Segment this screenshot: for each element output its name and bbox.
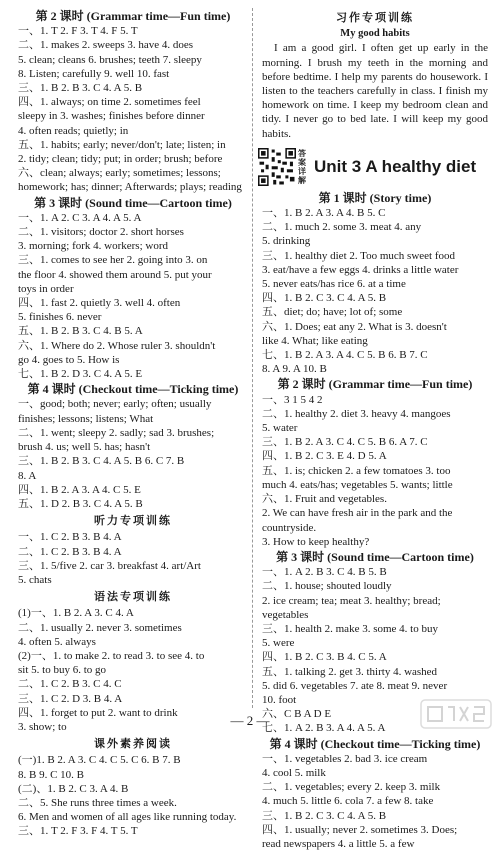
answer-line: 8. A	[18, 469, 37, 482]
answer-line: (二)、1. B 2. C 3. A 4. B	[18, 782, 129, 795]
answer-line: 二、1. usually 2. never 3. sometimes	[18, 621, 182, 634]
answer-line: like 4. What; like eating	[262, 334, 368, 347]
answer-line: 3. morning; fork 4. workers; word	[18, 240, 169, 253]
answer-line: 五、1. B 2. B 3. C 4. B 5. A	[18, 325, 143, 338]
answer-line: 六、1. Does; eat any 2. What is 3. doesn't	[262, 320, 447, 333]
answer-line: vegetables	[262, 608, 309, 621]
answer-line: 8. A 9. A 10. B	[262, 363, 327, 376]
answer-line: 三、1. B 2. B 3. C 4. A 5. B 6. C 7. B	[18, 455, 185, 468]
essay-title: My good habits	[340, 28, 410, 40]
answer-line: 5. never eats/has rice 6. at a time	[262, 278, 406, 291]
answer-line: 四、1. forget to put 2. want to drink	[18, 706, 178, 719]
answer-line: 三、1. B 2. A 3. C 4. C 5. B 6. A 7. C	[262, 436, 428, 449]
column-divider	[252, 8, 253, 708]
answer-line: 二、1. C 2. B 3. B 4. A	[18, 545, 122, 558]
answer-line: 五、1. D 2. B 3. C 4. A 5. B	[18, 497, 143, 510]
answer-line: 5. were	[262, 637, 295, 650]
page-number: — 2 —	[230, 713, 270, 728]
answer-line: much 4. eats/has; vegetables 5. wants; little	[262, 478, 453, 491]
answer-line: go 4. goes to 5. How is	[18, 353, 120, 366]
answer-line: 二、1. house; shouted loudly	[262, 580, 392, 593]
answer-line: 三、1. B 2. B 3. C 4. A 5. B	[18, 82, 143, 95]
lesson-heading: 第 4 课时 (Checkout time—Ticking time)	[269, 736, 481, 751]
answer-line: 六、clean; always; early; sometimes; lessons;	[18, 167, 221, 180]
section-title: 习作专项训练	[336, 12, 414, 24]
answer-line: sit 5. to buy 6. to go	[18, 664, 107, 677]
answer-line: 4. much 5. little 6. cola 7. a few 8. take	[262, 795, 434, 808]
answer-line: 3. How to keep healthy?	[262, 535, 370, 548]
answer-line: 4. often reads; quietly; in	[18, 124, 129, 137]
answer-line: 六、1. Where do 2. Whose ruler 3. shouldn't	[18, 339, 216, 352]
answer-line: 二、1. makes 2. sweeps 3. have 4. does	[18, 39, 194, 52]
answer-line: 四、1. B 2. A 3. A 4. C 5. E	[18, 483, 141, 496]
answer-line: 4. cool 5. milk	[262, 766, 326, 779]
answer-line: 一、3 1 5 4 2	[262, 393, 323, 406]
answer-line: 8. B 9. C 10. B	[18, 768, 85, 781]
lesson-heading: 第 2 课时 (Grammar time—Fun time)	[277, 377, 473, 392]
answer-line: 6. Men and women of all ages like running today.	[18, 811, 237, 824]
answer-line: 四、1. fast 2. quietly 3. well 4. often	[18, 297, 181, 310]
answer-line: 一、good; both; never; early; often; usually	[18, 398, 212, 411]
answer-line: (2)一、1. to make 2. to read 3. to see 4. to	[18, 649, 205, 662]
qr-caption: 答案详解	[298, 148, 306, 185]
answer-line: (1)一、1. B 2. A 3. C 4. A	[18, 607, 134, 620]
answer-line: 5. water	[262, 422, 298, 435]
answer-line: 3. show; to	[18, 720, 67, 733]
answer-line: 五、1. habits; early; never/don't; late; listen; in	[18, 138, 226, 151]
answer-line: 2. ice cream; tea; meat 3. healthy; bread;	[262, 594, 441, 607]
lesson-heading: 第 2 课时 (Grammar time—Fun time)	[35, 9, 231, 23]
answer-line: 三、1. 5/five 2. car 3. breakfast 4. art/Art	[18, 559, 201, 572]
answer-line: (一)1. B 2. A 3. C 4. C 5. C 6. B 7. B	[18, 754, 181, 767]
answer-line: 5. did 6. vegetables 7. ate 8. meat 9. never	[262, 679, 448, 692]
answer-line: 二、5. She runs three times a week.	[18, 796, 177, 809]
answer-line: 三、1. comes to see her 2. going into 3. on	[18, 254, 208, 267]
answer-line: 二、1. healthy 2. diet 3. heavy 4. mangoes	[262, 407, 451, 420]
answer-line: 一、1. B 2. A 3. A 4. B 5. C	[262, 207, 386, 220]
lesson-heading: 第 3 课时 (Sound time—Cartoon time)	[34, 195, 232, 210]
answer-line: 四、1. usually; never 2. sometimes 3. Does;	[262, 823, 458, 836]
answer-line: 一、1. A 2. C 3. A 4. A 5. A	[18, 211, 142, 224]
answer-line: 一、1. A 2. B 3. C 4. B 5. B	[262, 566, 387, 579]
answer-line: 四、1. B 2. C 3. E 4. D 5. A	[262, 450, 387, 463]
answer-line: 五、1. talking 2. get 3. thirty 4. washed	[262, 665, 438, 678]
answer-line: homework; has; dinner; Afterwards; plays; reading	[18, 181, 242, 194]
answer-line: 四、1. B 2. C 3. C 4. A 5. B	[262, 292, 387, 305]
lesson-heading: 第 4 课时 (Checkout time—Ticking time)	[27, 382, 239, 397]
essay-paragraph: I am a good girl. I often get up early in the morning. I brush my teeth in the morning and before bedtime. I help my parents do housework. I listen to the teachers carefully in class. I finish my homework on time. I keep my bedroom clean and tidy. I never go to bed late. I will keep my good habits.	[262, 42, 488, 140]
answer-line: 五、1. is; chicken 2. a few tomatoes 3. too	[262, 464, 451, 477]
answer-line: 四、1. B 2. C 3. B 4. C 5. A	[262, 651, 387, 664]
answer-line: 二、1. visitors; doctor 2. short horses	[18, 226, 184, 239]
unit3-answers-section	[262, 191, 488, 851]
writing-practice-section	[262, 11, 488, 141]
answer-line: brush 4. us; well 5. has; hasn't	[18, 441, 151, 454]
answer-line: finishes; lessons; listens; What	[18, 412, 154, 425]
answer-line: 3. eat/have a few eggs 4. drinks a little water	[262, 263, 459, 276]
section-title: 语法专项训练	[94, 591, 172, 604]
answer-line: 4. often 5. always	[18, 635, 96, 648]
answer-line: 二、1. vegetables; every 2. keep 3. milk	[262, 781, 441, 794]
lesson-heading: 第 3 课时 (Sound time—Cartoon time)	[276, 549, 474, 564]
unit-header	[262, 145, 488, 189]
answer-line: 二、1. much 2. some 3. meat 4. any	[262, 221, 422, 234]
watermark-logo	[420, 699, 492, 729]
answer-line: 一、1. T 2. F 3. T 4. F 5. T	[18, 25, 138, 38]
qr-code-icon[interactable]	[258, 148, 296, 186]
answer-line: 三、1. B 2. C 3. C 4. A 5. B	[262, 809, 387, 822]
section-title: 课外素养阅读	[94, 738, 172, 751]
answer-line: 三、1. C 2. D 3. B 4. A	[18, 692, 123, 705]
answer-line: read newspapers 4. a little 5. a few	[262, 837, 415, 850]
lesson-heading: 第 1 课时 (Story time)	[318, 190, 432, 205]
answer-line: 5. clean; cleans 6. brushes; teeth 7. sleepy	[18, 53, 202, 66]
answer-line: 5. drinking	[262, 235, 311, 248]
answer-line: 2. We can have fresh air in the park and the countryside.	[262, 507, 453, 534]
answer-line: 8. Listen; carefully 9. well 10. fast	[18, 67, 170, 80]
answer-line: 10. foot	[262, 693, 297, 706]
answer-line: 一、1. vegetables 2. bad 3. ice cream	[262, 752, 428, 765]
answer-line: the floor 4. showed them around 5. put your	[18, 268, 212, 281]
answer-line: 七、1. A 2. B 3. A 4. A 5. A	[262, 722, 386, 735]
answer-line: 六、1. Fruit and vegetables.	[262, 493, 387, 506]
unit-title: Unit 3 A healthy diet	[314, 156, 477, 176]
answer-line: 七、1. B 2. D 3. C 4. A 5. E	[18, 368, 143, 381]
answer-line: sleepy in 3. washes; finishes before dinner	[18, 110, 205, 123]
answer-line: 2. tidy; clean; tidy; put; in order; brush; before	[18, 153, 223, 166]
answer-line: 5. chats	[18, 573, 52, 586]
answer-line: 三、1. health 2. make 3. some 4. to buy	[262, 622, 438, 635]
section-title: 听力专项训练	[94, 515, 172, 528]
answer-line: toys in order	[18, 282, 74, 295]
answer-line: 5. finishes 6. never	[18, 311, 102, 324]
answer-line: 七、1. B 2. A 3. A 4. C 5. B 6. B 7. C	[262, 349, 428, 362]
answer-line: 五、diet; do; have; lot of; some	[262, 306, 403, 319]
answer-line: 二、1. went; sleepy 2. sadly; sad 3. brushes;	[18, 426, 215, 439]
answer-line: 三、1. healthy diet 2. Too much sweet food	[262, 249, 456, 262]
answer-line: 六、C B A D E	[262, 708, 332, 721]
answer-line: 四、1. always; on time 2. sometimes feel	[18, 96, 201, 109]
answer-line: 一、1. C 2. B 3. B 4. A	[18, 531, 122, 544]
answer-line: 三、1. T 2. F 3. F 4. T 5. T	[18, 825, 138, 838]
answer-line: 二、1. C 2. B 3. C 4. C	[18, 678, 122, 691]
